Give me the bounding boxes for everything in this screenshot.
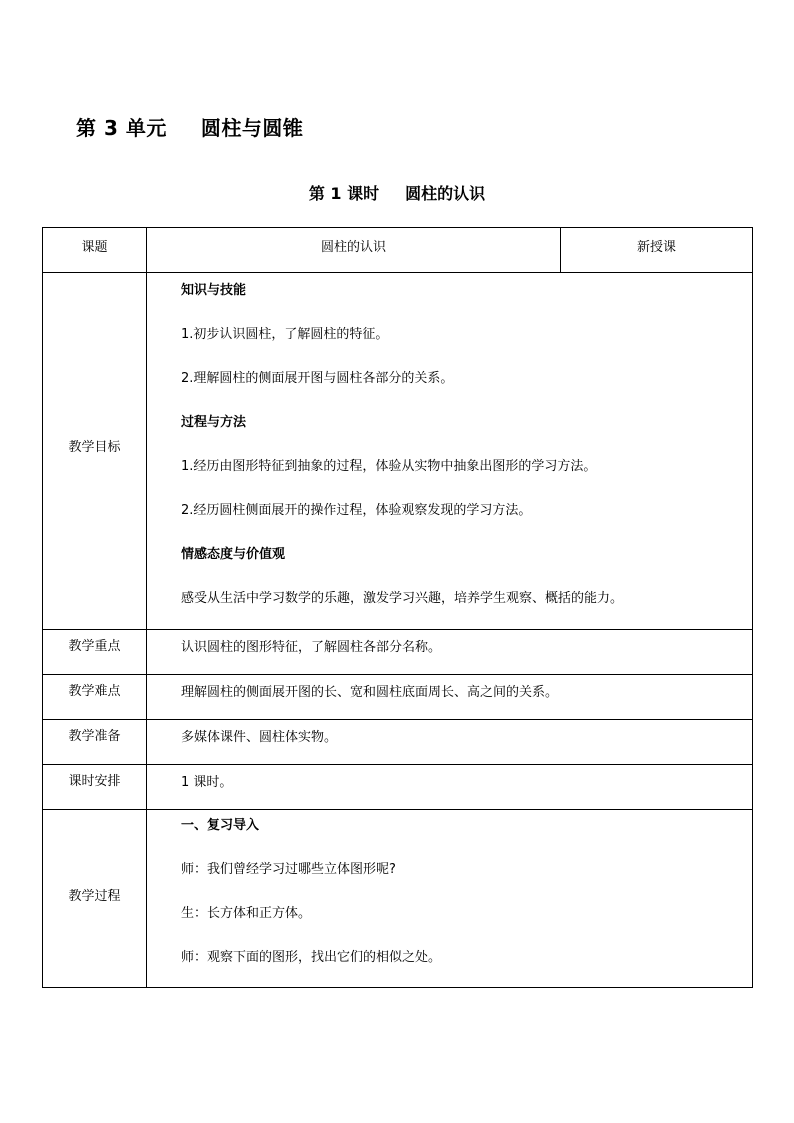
- process-label-cell: [43, 810, 147, 988]
- header-type-cell: [561, 228, 753, 273]
- lesson-plan-table: [42, 227, 753, 988]
- process-line: 师：观察下面的图形，找出它们的相似之处。: [181, 950, 442, 965]
- key-points-content-cell: [147, 630, 753, 675]
- difficulties-text: 理解圆柱的侧面展开图的长、宽和圆柱底面周长、高之间的关系。: [181, 685, 559, 700]
- unit-number: 第 3 单元: [76, 116, 167, 140]
- process-line: 师：我们曾经学习过哪些立体图形呢?: [181, 862, 396, 877]
- key-points-label-cell: [43, 630, 147, 675]
- header-type: 新授课: [636, 240, 676, 255]
- unit-title: [76, 112, 303, 141]
- key-points-label: 教学重点: [68, 639, 121, 654]
- schedule-label: 课时安排: [68, 774, 121, 789]
- unit-name: 圆柱与圆锥: [200, 116, 304, 140]
- preparation-label: 教学准备: [68, 729, 121, 744]
- header-label: 课题: [81, 240, 108, 255]
- preparation-label-cell: [43, 720, 147, 765]
- table-row-schedule: [43, 765, 753, 810]
- preparation-text: 多媒体课件、圆柱体实物。: [181, 730, 338, 745]
- goals-content-cell: [147, 273, 753, 630]
- process-content-cell: [147, 810, 753, 988]
- header-topic-cell: [147, 228, 561, 273]
- key-points-text: 认识圆柱的图形特征，了解圆柱各部分名称。: [181, 640, 442, 655]
- lesson-title: [0, 181, 794, 204]
- goals-item: 1.初步认识圆柱，了解圆柱的特征。: [181, 327, 389, 342]
- table-row-header: [43, 228, 753, 273]
- header-topic: 圆柱的认识: [320, 240, 386, 255]
- process-line: 生：长方体和正方体。: [181, 906, 312, 921]
- goals-label: 教学目标: [68, 439, 121, 455]
- goals-heading-attitude: 情感态度与价值观: [181, 547, 286, 562]
- preparation-content-cell: [147, 720, 753, 765]
- schedule-text: 1 课时。: [181, 775, 233, 790]
- lesson-number: 第 1 课时: [308, 184, 380, 203]
- table-row-preparation: [43, 720, 753, 765]
- table-row-difficulties: [43, 675, 753, 720]
- goals-heading-process: 过程与方法: [181, 415, 247, 430]
- difficulties-label: 教学难点: [68, 684, 121, 699]
- goals-item: 2.理解圆柱的侧面展开图与圆柱各部分的关系。: [181, 371, 454, 386]
- difficulties-content-cell: [147, 675, 753, 720]
- lesson-name: 圆柱的认识: [405, 184, 486, 203]
- goals-heading-knowledge: 知识与技能: [181, 283, 247, 298]
- schedule-content-cell: [147, 765, 753, 810]
- goals-label-cell: [43, 273, 147, 630]
- process-label: 教学过程: [68, 889, 121, 904]
- table-row-goals: [43, 273, 753, 630]
- goals-item: 1.经历由图形特征到抽象的过程，体验从实物中抽象出图形的学习方法。: [181, 459, 597, 474]
- goals-item: 感受从生活中学习数学的乐趣，激发学习兴趣，培养学生观察、概括的能力。: [181, 591, 624, 606]
- process-heading: 一、复习导入: [181, 818, 260, 833]
- header-label-cell: [43, 228, 147, 273]
- difficulties-label-cell: [43, 675, 147, 720]
- goals-item: 2.经历圆柱侧面展开的操作过程，体验观察发现的学习方法。: [181, 503, 532, 518]
- schedule-label-cell: [43, 765, 147, 810]
- table-row-process: [43, 810, 753, 988]
- table-row-key-points: [43, 630, 753, 675]
